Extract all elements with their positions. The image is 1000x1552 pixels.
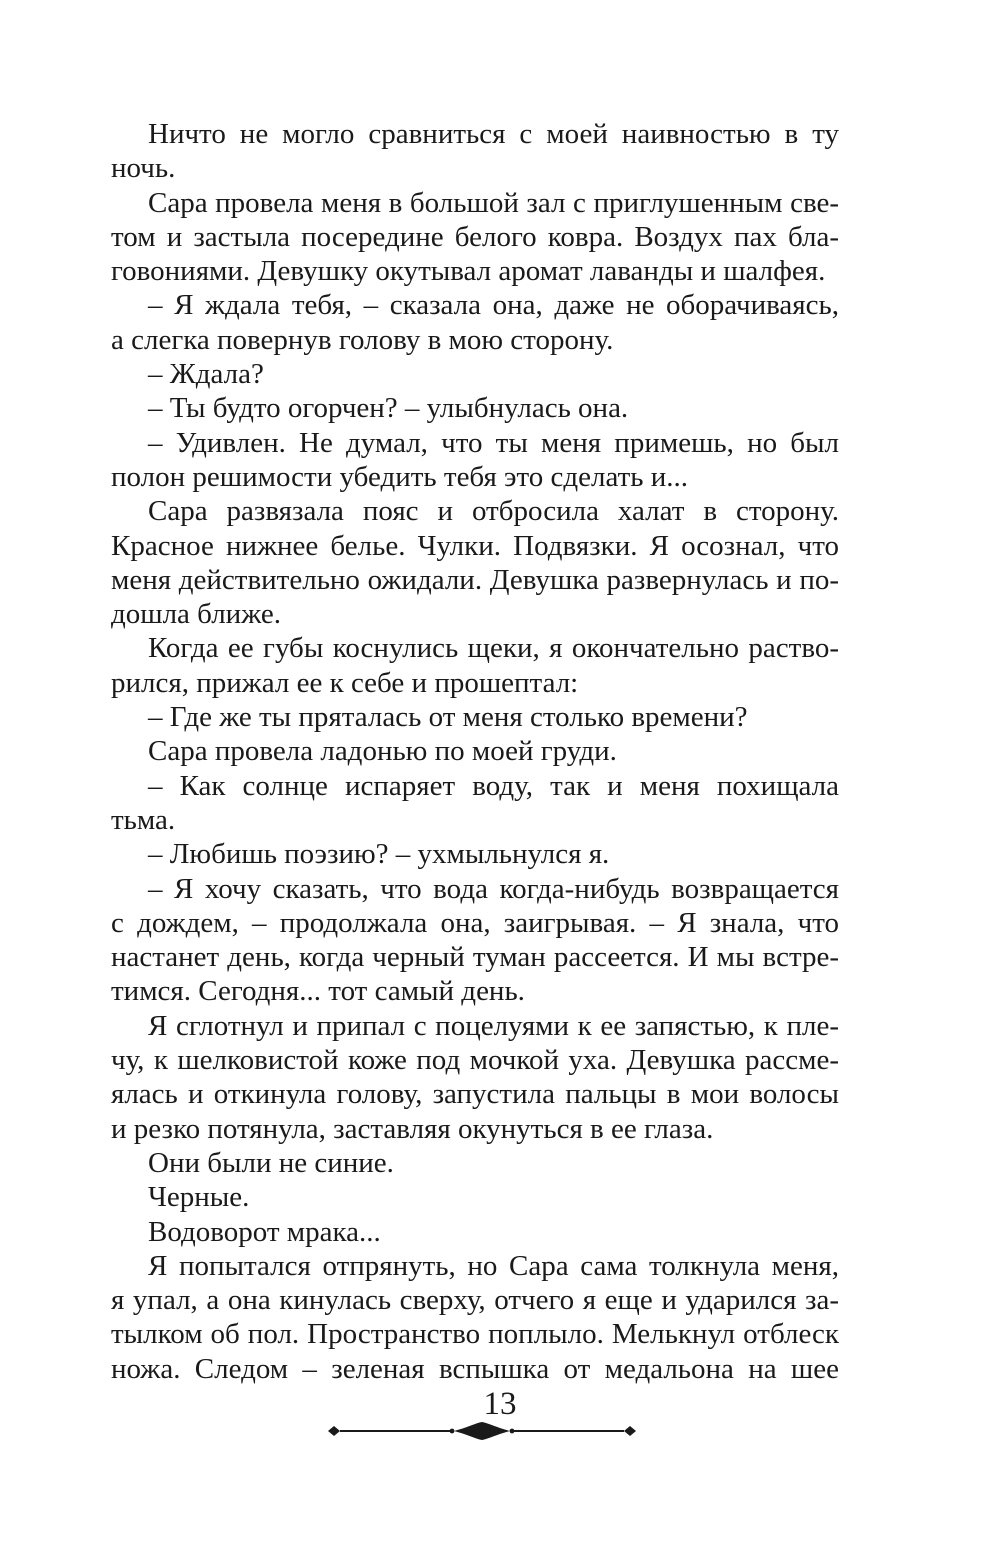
text-line: дошла ближе. [111,598,281,631]
text-line: Сара развязала пояс и отбросила халат в сторону. [148,495,839,528]
text-line: говониями. Девушку окутывал аромат лаванды и шалфея. [111,255,826,288]
text-line: Когда ее губы коснулись щеки, я окончательно раство- [148,632,839,665]
text-line: Красное нижнее белье. Чулки. Подвязки. Я осознал, что [111,529,839,562]
page-number: 13 [483,1386,517,1422]
text-line: – Я хочу сказать, что вода когда-нибудь возвращается [148,872,839,905]
text-line: Черные. [148,1181,250,1214]
text-line: я упал, а она кинулась сверху, отчего я еще и ударился за- [111,1284,839,1317]
text-line: Они были не синие. [148,1146,394,1179]
text-line: Сара провела меня в большой зал с приглушенным све- [148,186,839,219]
text-line: – Где же ты пряталась от меня столько времени? [148,701,748,734]
text-line: – Я ждала тебя, – сказала она, даже не оборачиваясь, [148,289,839,322]
text-line: Я сглотнул и припал с поцелуями к ее запястью, к пле- [148,1009,839,1042]
page-body-text [111,117,839,1386]
text-line: рился, прижал ее к себе и прошептал: [111,666,579,699]
text-line: полон решимости убедить тебя это сделать и... [111,460,689,493]
text-line: меня действительно ожидали. Девушка развернулась и по- [111,563,839,596]
text-line: тьма. [111,803,176,836]
text-line: а слегка повернув голову в мою сторону. [111,323,614,356]
text-line: Водоворот мрака... [148,1215,381,1248]
text-line: ялась и откинула голову, запустила пальцы в мои волосы [111,1078,839,1111]
text-line: и резко потянула, заставляя окунуться в ее глаза. [111,1112,714,1145]
text-line: ножа. Следом – зеленая вспышка от медальона на шее [111,1352,839,1385]
text-line: Ничто не могло сравниться с моей наивностью в ту [148,118,839,150]
text-line: Я попытался отпрянуть, но Сара сама толкнула меня, [148,1249,839,1282]
text-line: – Ты будто огорчен? – улыбнулась она. [148,392,629,425]
text-line: тимся. Сегодня... тот самый день. [111,975,525,1008]
text-line: том и застыла посередине белого ковра. Воздух пах бла- [111,220,839,253]
text-line: – Как солнце испаряет воду, так и меня похищала [148,769,839,802]
text-line: – Удивлен. Не думал, что ты меня примешь, но был [148,426,839,459]
text-line: с дождем, – продолжала она, заигрывая. – Я знала, что [111,906,839,939]
text-line: ночь. [111,152,176,185]
text-line: Сара провела ладонью по моей груди. [148,735,617,768]
decorative-divider-icon [326,1418,638,1444]
text-line: – Любишь поэзию? – ухмыльнулся я. [148,838,610,871]
text-line: тылком об пол. Пространство поплыло. Мелькнул отблеск [111,1318,839,1351]
text-line: чу, к шелковистой коже под мочкой уха. Девушка рассме- [111,1044,839,1077]
text-line: настанет день, когда черный туман рассеется. И мы встре- [111,941,839,974]
text-line: – Ждала? [148,358,264,391]
